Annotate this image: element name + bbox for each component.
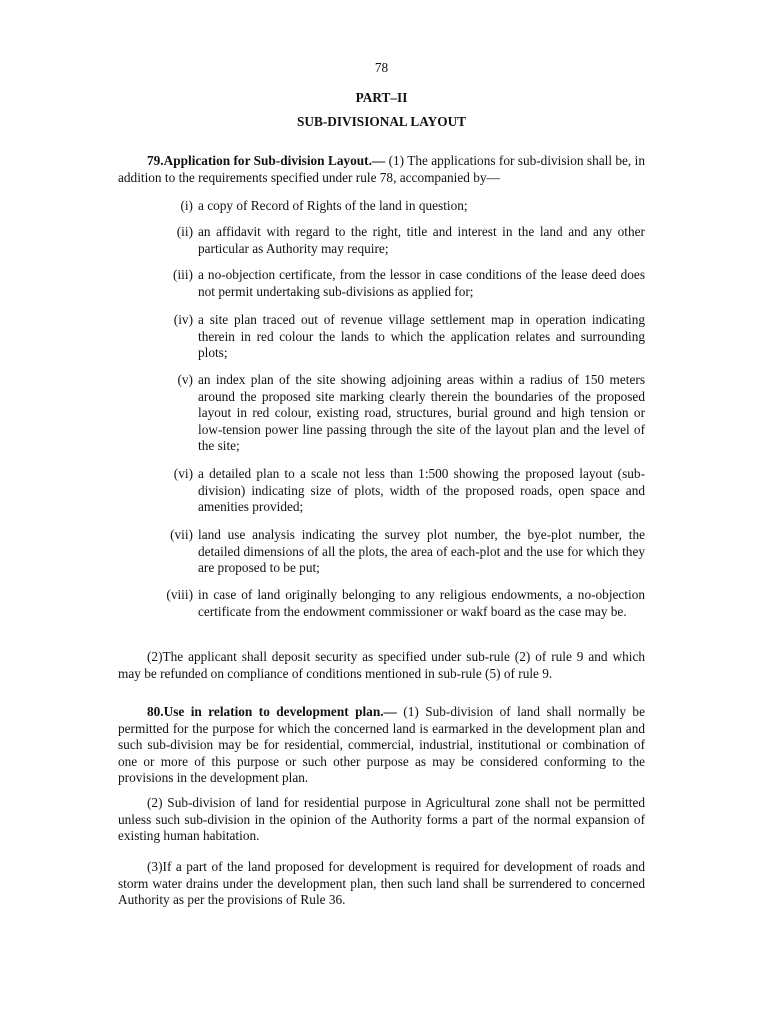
list-item-text: a detailed plan to a scale not less than 1:500 showing the proposed layout (sub-division) indicating size of plots, width of the proposed roads, open space and amenities provided; xyxy=(198,466,645,514)
list-item-number: (ii) xyxy=(176,224,193,239)
sub-rule-text: Sub-division of land for residential purpose in Agricultural zone shall not be permitted unless such sub-division in the opinion of the Authority forms a part of the normal expansion of existing human habitation. xyxy=(118,795,645,843)
list-item-number: (vi) xyxy=(173,466,193,481)
rule-80-heading: Use in relation to development plan.— xyxy=(163,704,397,719)
rule-79-heading: Application for Sub-division Layout.— xyxy=(163,153,386,168)
list-item-number: (iii) xyxy=(173,267,193,282)
list-item-text: an index plan of the site showing adjoining areas within a radius of 150 meters around the proposed site marking clearly therein the boundaries of the proposed layout in red colour, existing road, structures, burial ground and high tension or low-tension power line passing through the site of the layout plan and the level of the site; xyxy=(198,372,645,453)
rule-80-sub-rule-1 xyxy=(118,704,645,787)
rule-79-intro xyxy=(118,153,645,186)
sub-rule-number: (2) xyxy=(147,795,163,810)
rule-80-number: 80. xyxy=(147,704,164,719)
sub-rule-number: (3) xyxy=(147,859,163,874)
sub-rule-number: (2) xyxy=(147,649,163,664)
rule-80-sub-rule-2 xyxy=(118,795,645,845)
list-item-text: a no-objection certificate, from the lessor in case conditions of the lease deed does not permit undertaking sub-divisions as applied for; xyxy=(198,267,645,299)
list-item-number: (i) xyxy=(180,198,193,213)
sub-rule-text: If a part of the land proposed for development is required for development of roads and storm water drains under the development plan, then such land shall be surrendered to concerned Authority as per the provisions of Rule 36. xyxy=(118,859,645,907)
sub-rule-text: (1) Sub-division of land shall normally be permitted for the purpose for which the concerned land is earmarked in the development plan and such sub-division may be for residential, commercial, industrial, institutional or combination of one or more of this purpose or such other purpose as may be considered conforming to the provisions in the development plan. xyxy=(118,704,645,785)
list-item-text: land use analysis indicating the survey plot number, the bye-plot number, the detailed dimensions of all the plots, the area of each-plot and the use for which they are proposed to be put; xyxy=(198,527,645,575)
list-item-number: (viii) xyxy=(166,587,193,602)
page-number: 78 xyxy=(374,60,389,75)
rule-79-intro-text: (1) The applications for sub-division shall be, in addition to the requirements specified under rule 78, accompanied by— xyxy=(118,153,645,185)
list-item-text: in case of land originally belonging to any religious endowments, a no-objection certificate from the endowment commissioner or wakf board as the case may be. xyxy=(198,587,645,619)
rule-80-sub-rule-3 xyxy=(118,859,645,909)
section-heading: SUB-DIVISIONAL LAYOUT xyxy=(296,114,467,129)
part-title: PART–II xyxy=(355,90,408,105)
rule-79-sub-rule-2 xyxy=(118,649,645,682)
list-item-text: a copy of Record of Rights of the land in question; xyxy=(198,198,468,213)
list-item-number: (v) xyxy=(177,372,193,387)
sub-rule-text: The applicant shall deposit security as specified under sub-rule (2) of rule 9 and which may be refunded on compliance of conditions mentioned in sub-rule (5) of rule 9. xyxy=(118,649,645,681)
list-item-number: (vii) xyxy=(170,527,193,542)
list-item-text: a site plan traced out of revenue village settlement map in operation indicating therein in red colour the lands to which the application relates and surrounding plots; xyxy=(198,312,645,360)
list-item-text: an affidavit with regard to the right, title and interest in the land and any other particular as Authority may require; xyxy=(198,224,645,256)
list-item-number: (iv) xyxy=(173,312,193,327)
rule-79-number: 79. xyxy=(147,153,164,168)
